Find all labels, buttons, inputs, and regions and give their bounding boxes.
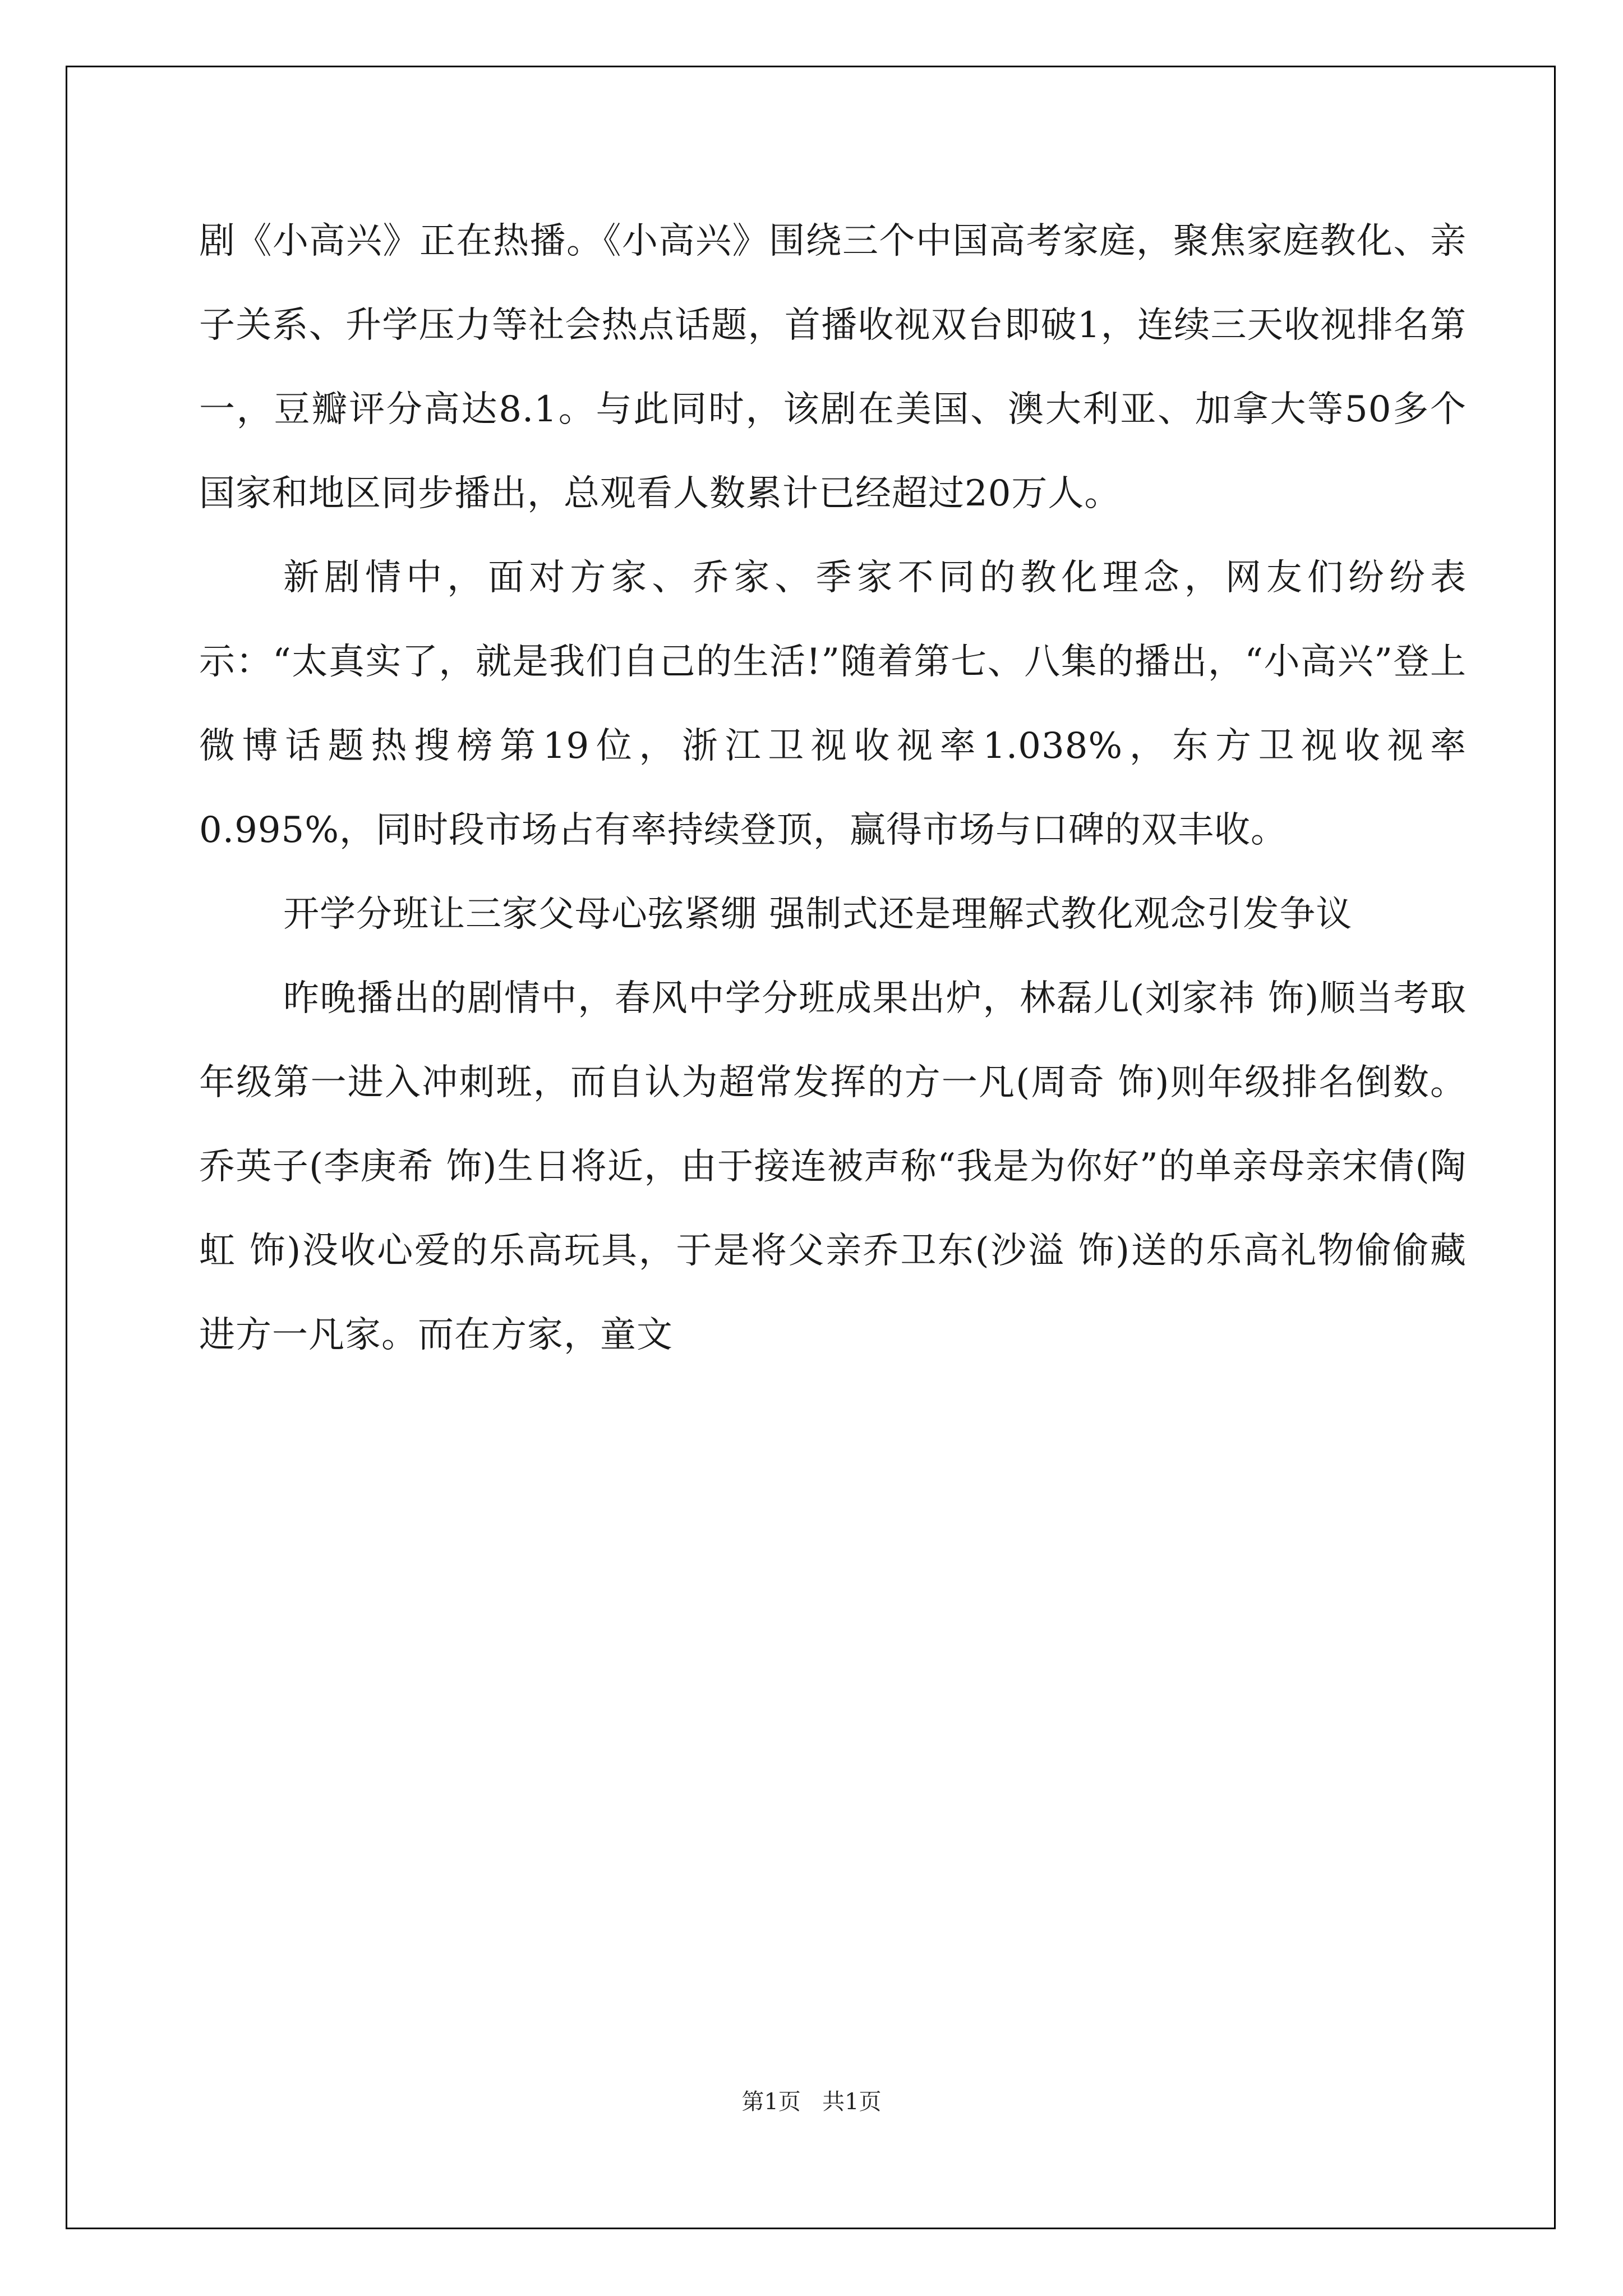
section-heading: 开学分班让三家父母心弦紧绷 强制式还是理解式教化观念引发争议	[283, 894, 1353, 935]
paragraph-1: 剧《小高兴》正在热播。《小高兴》围绕三个中国高考家庭，聚焦家庭教化、亲子关系、升学压力等社会热点话题，首播收视双台即破1，连续三天收视排名第一，豆瓣评分高达8.1。与此同时，该剧在美国、澳大利亚、加拿大等50多个国家和地区同步播出，总观看人数累计已经超过20万人。	[199, 220, 1467, 514]
document-body	[199, 199, 1467, 1377]
page-total: 共1页	[822, 2089, 882, 2115]
paragraph-2: 新剧情中，面对方家、乔家、季家不同的教化理念，网友们纷纷表示：“太真实了，就是我们自己的生活!”随着第七、八集的播出，“小高兴”登上微博话题热搜榜第19位，浙江卫视收视率1.038%，东方卫视收视率0.995%，同时段市场占有率持续登顶，赢得市场与口碑的双丰收。	[199, 557, 1467, 851]
page-footer	[0, 2084, 1623, 2116]
page-number: 第1页	[741, 2089, 801, 2115]
paragraph-3: 昨晚播出的剧情中，春风中学分班成果出炉，林磊儿(刘家祎 饰)顺当考取年级第一进入冲刺班，而自认为超常发挥的方一凡(周奇 饰)则年级排名倒数。乔英子(李庚希 饰)生日将近，由于接连被声称“我是为你好”的单亲母亲宋倩(陶虹 饰)没收心爱的乐高玩具，于是将父亲乔卫东(沙溢 饰)送的乐高礼物偷偷藏进方一凡家。而在方家，童文	[199, 978, 1467, 1356]
